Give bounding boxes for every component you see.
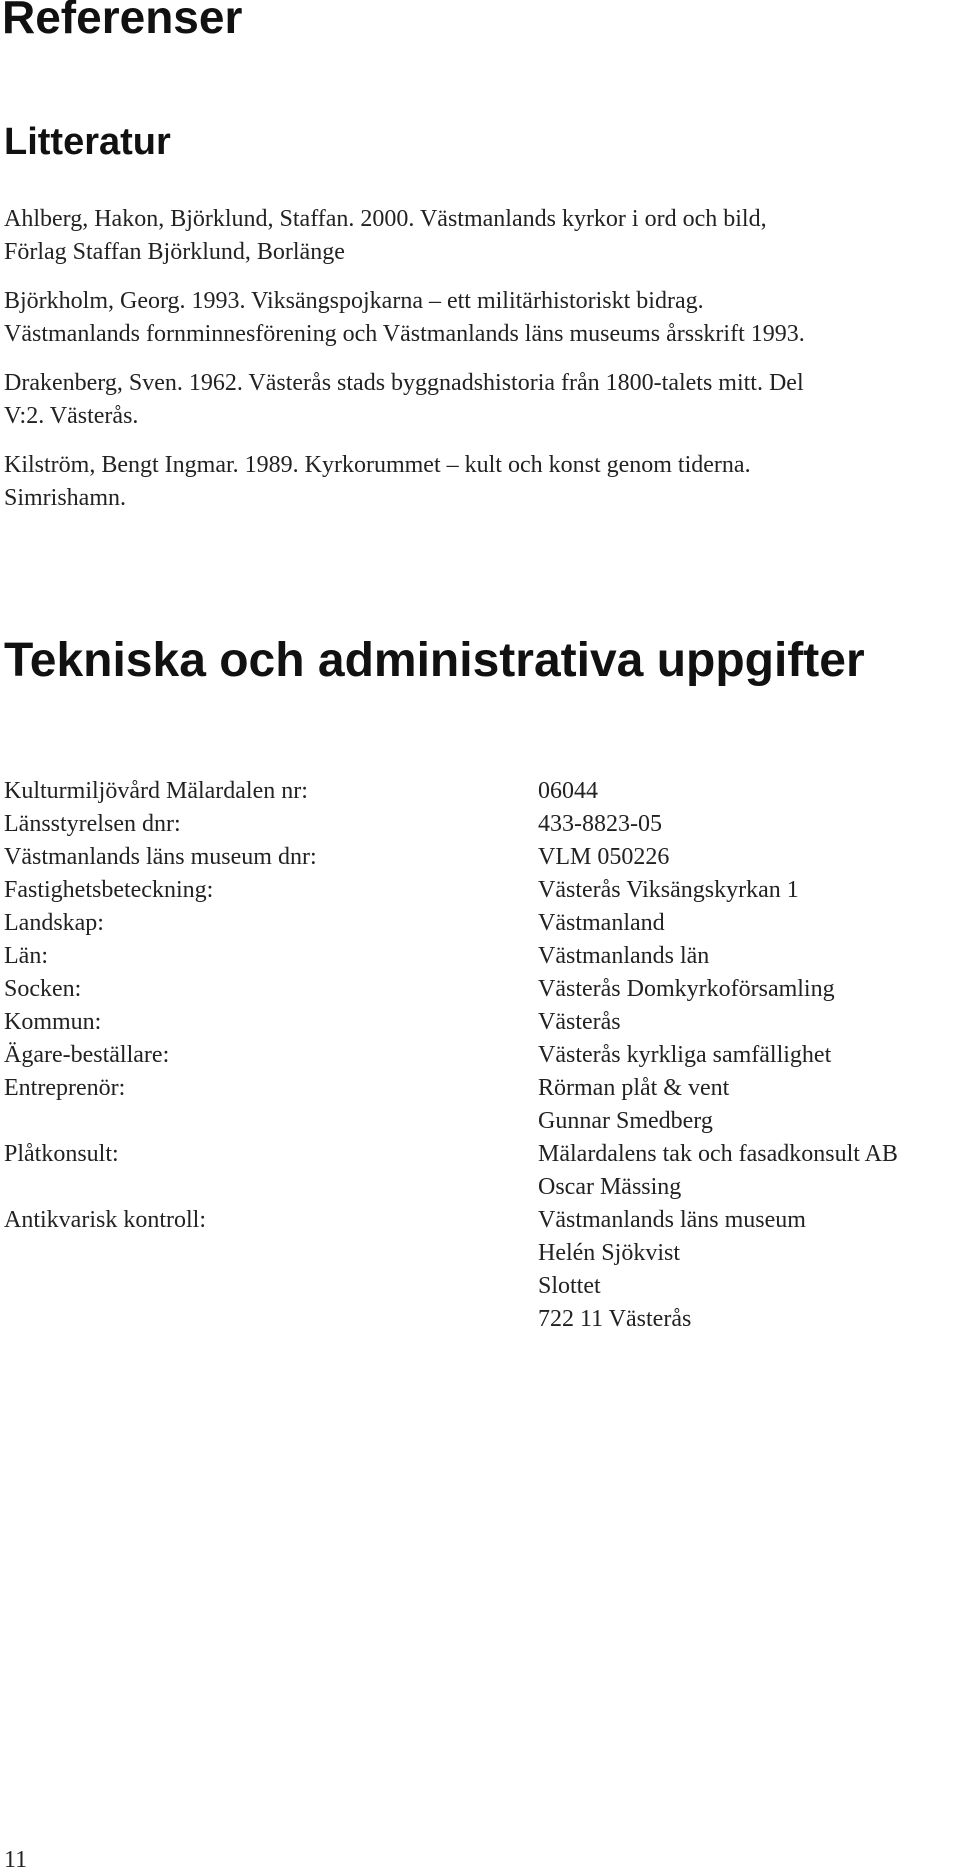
reference-entry <box>4 449 944 515</box>
admin-value: Oscar Mässing <box>538 1174 682 1200</box>
admin-label <box>4 1303 538 1336</box>
admin-label: Socken: <box>4 976 82 1002</box>
admin-row <box>4 1270 954 1303</box>
admin-row <box>4 841 954 874</box>
reference-entry <box>4 203 944 269</box>
reference-line: V:2. Västerås. <box>4 403 139 429</box>
admin-value: VLM 050226 <box>538 844 670 870</box>
admin-value: Västerås Viksängskyrkan 1 <box>538 877 799 903</box>
admin-row <box>4 775 954 808</box>
admin-value: Västerås Domkyrkoförsamling <box>538 976 835 1002</box>
admin-row <box>4 1237 954 1270</box>
admin-row <box>4 1006 954 1039</box>
admin-value: Slottet <box>538 1273 601 1299</box>
admin-label <box>4 1237 538 1270</box>
admin-label: Västmanlands läns museum dnr: <box>4 844 317 870</box>
reference-line: Förlag Staffan Björklund, Borlänge <box>4 239 345 265</box>
reference-entry <box>4 285 944 351</box>
admin-value: Gunnar Smedberg <box>538 1108 713 1134</box>
admin-label: Fastighetsbeteckning: <box>4 877 214 903</box>
admin-label <box>4 1105 538 1138</box>
admin-row <box>4 808 954 841</box>
admin-value: Västerås kyrkliga samfällighet <box>538 1042 832 1068</box>
admin-label: Kommun: <box>4 1009 102 1035</box>
admin-label: Landskap: <box>4 910 104 936</box>
admin-label <box>4 1171 538 1204</box>
section-heading-admin: Tekniska och administrativa uppgifter <box>4 634 865 687</box>
admin-label: Kulturmiljövård Mälardalen nr: <box>4 778 308 804</box>
admin-row <box>4 1171 954 1204</box>
reference-line: Simrishamn. <box>4 485 127 511</box>
admin-row <box>4 1138 954 1171</box>
reference-entry <box>4 367 944 433</box>
admin-value: Mälardalens tak och fasadkonsult AB <box>538 1141 898 1167</box>
admin-value: 06044 <box>538 778 598 804</box>
admin-value: 722 11 Västerås <box>538 1306 692 1332</box>
admin-row <box>4 1303 954 1336</box>
reference-line: Björkholm, Georg. 1993. Viksängspojkarna – ett militärhistoriskt bidrag. <box>4 288 704 314</box>
admin-row <box>4 940 954 973</box>
admin-row <box>4 874 954 907</box>
admin-value: Västmanlands läns museum <box>538 1207 806 1233</box>
admin-row <box>4 1072 954 1105</box>
admin-value: Västmanlands län <box>538 943 710 969</box>
admin-label <box>4 1270 538 1303</box>
reference-line: Drakenberg, Sven. 1962. Västerås stads byggnadshistoria från 1800-talets mitt. Del <box>4 370 804 396</box>
admin-value: 433-8823-05 <box>538 811 662 837</box>
admin-label: Antikvarisk kontroll: <box>4 1207 206 1233</box>
admin-label: Länsstyrelsen dnr: <box>4 811 181 837</box>
reference-line: Västmanlands fornminnesförening och Västmanlands läns museums årsskrift 1993. <box>4 321 805 347</box>
admin-label: Plåtkonsult: <box>4 1141 119 1167</box>
admin-value: Rörman plåt & vent <box>538 1075 730 1101</box>
reference-list <box>4 203 944 531</box>
page-number: 11 <box>4 1847 28 1873</box>
admin-row <box>4 973 954 1006</box>
page-title: Referenser <box>2 0 243 43</box>
admin-row <box>4 907 954 940</box>
admin-value: Västerås <box>538 1009 621 1035</box>
admin-value: Västmanland <box>538 910 665 936</box>
reference-line: Kilström, Bengt Ingmar. 1989. Kyrkorummet – kult och konst genom tiderna. <box>4 452 751 478</box>
section-heading-literature: Litteratur <box>4 121 171 163</box>
admin-row <box>4 1039 954 1072</box>
admin-label: Län: <box>4 943 48 969</box>
admin-label: Ägare-beställare: <box>4 1042 170 1068</box>
admin-label: Entreprenör: <box>4 1075 126 1101</box>
admin-row <box>4 1105 954 1138</box>
admin-value: Helén Sjökvist <box>538 1240 680 1266</box>
reference-line: Ahlberg, Hakon, Björklund, Staffan. 2000. Västmanlands kyrkor i ord och bild, <box>4 206 767 232</box>
admin-row <box>4 1204 954 1237</box>
admin-details-table <box>4 775 954 1336</box>
